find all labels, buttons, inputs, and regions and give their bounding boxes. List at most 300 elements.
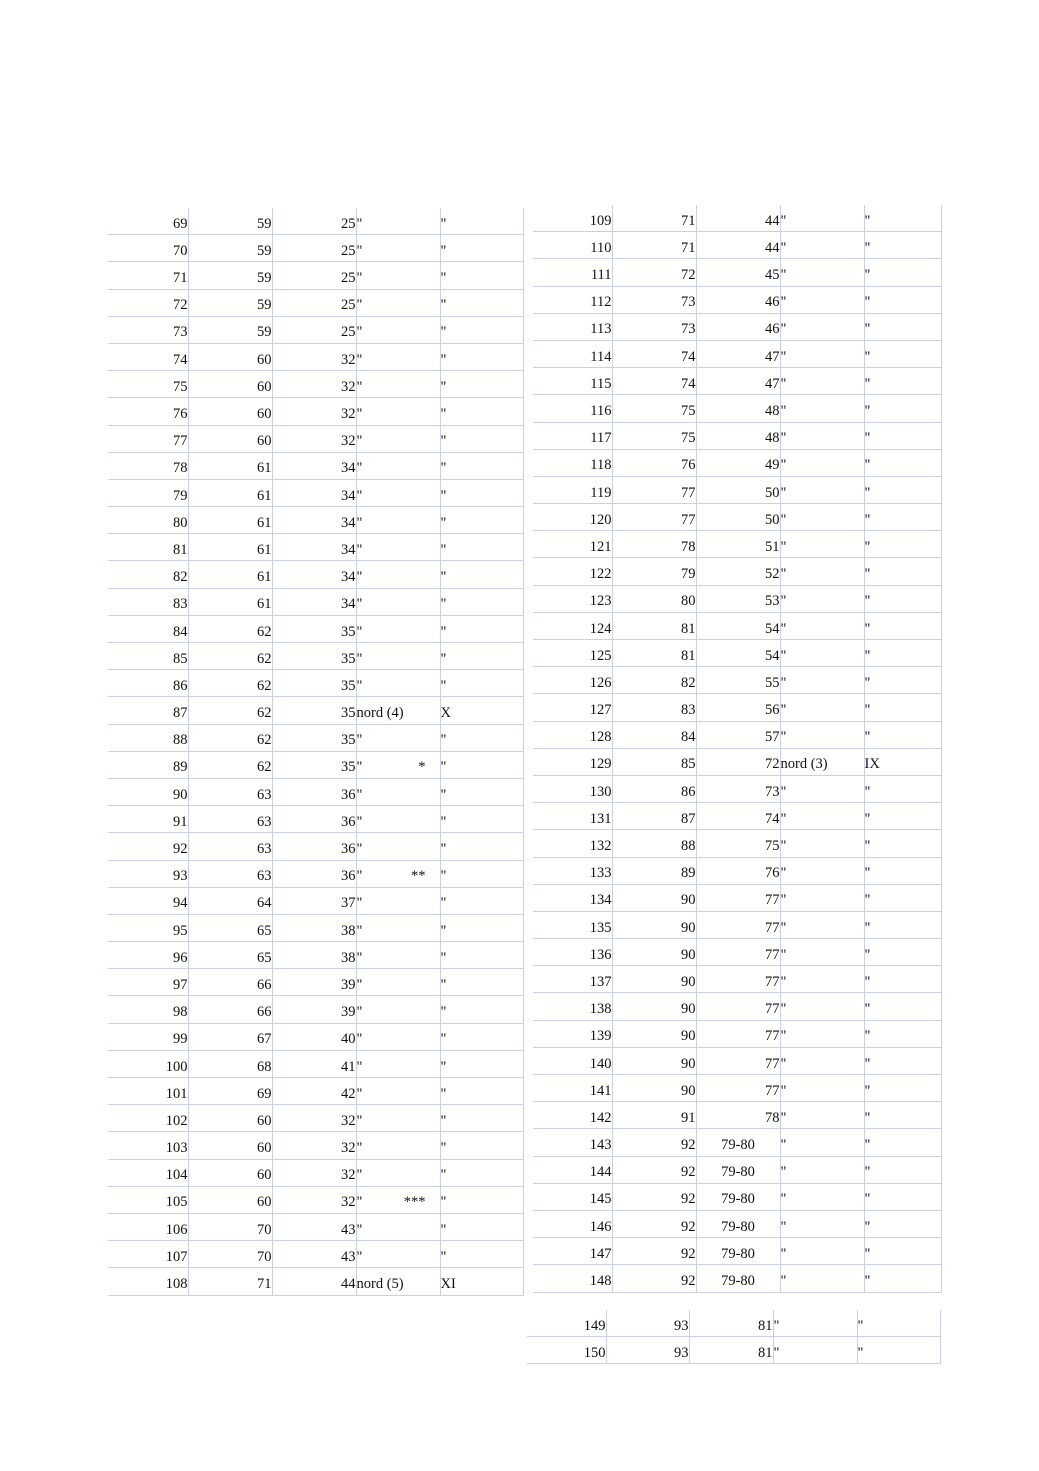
table-row <box>108 534 523 561</box>
cell-group: " <box>440 1159 523 1186</box>
cell-number: 106 <box>108 1213 188 1240</box>
table-row <box>108 778 523 805</box>
cell-location: " <box>780 667 864 694</box>
cell-number: 127 <box>533 694 612 721</box>
cell-col3: 56 <box>696 694 780 721</box>
cell-group: " <box>440 778 523 805</box>
cell-group: " <box>864 1156 941 1183</box>
cell-number: 79 <box>108 479 188 506</box>
location-text: " <box>356 922 363 939</box>
cell-col2: 61 <box>188 452 272 479</box>
cell-col2: 60 <box>188 1159 272 1186</box>
cell-group: " <box>440 670 523 697</box>
cell-location: " <box>780 1075 864 1102</box>
cell-col3: 77 <box>696 884 780 911</box>
table-row <box>533 1210 941 1237</box>
cell-number: 74 <box>108 343 188 370</box>
cell-group: " <box>440 534 523 561</box>
table-row <box>533 748 941 775</box>
cell-number: 100 <box>108 1050 188 1077</box>
cell-col3: 57 <box>696 721 780 748</box>
table-row <box>108 235 523 262</box>
table-row <box>108 751 523 778</box>
cell-col2: 60 <box>188 1105 272 1132</box>
cell-group: " <box>440 942 523 969</box>
location-text: " <box>356 1085 363 1102</box>
cell-location <box>356 914 440 941</box>
cell-number: 128 <box>533 721 612 748</box>
location-text: " <box>356 460 363 477</box>
cell-col2: 68 <box>188 1050 272 1077</box>
cell-group: " <box>864 966 941 993</box>
cell-number: 113 <box>533 313 612 340</box>
table-row <box>533 721 941 748</box>
location-text: " <box>356 541 363 558</box>
cell-group: X <box>440 697 523 724</box>
cell-col3: 32 <box>272 1159 356 1186</box>
cell-group: " <box>864 286 941 313</box>
cell-location <box>356 289 440 316</box>
location-text: " <box>356 623 363 640</box>
cell-col3: 32 <box>272 1132 356 1159</box>
cell-number: 121 <box>533 531 612 558</box>
cell-col3: 25 <box>272 208 356 235</box>
cell-col3: 34 <box>272 534 356 561</box>
cell-group: " <box>864 395 941 422</box>
cell-col3: 79-80 <box>696 1265 780 1292</box>
table-row <box>533 1129 941 1156</box>
cell-col3: 81 <box>689 1337 773 1364</box>
location-text: " <box>356 976 363 993</box>
cell-col2: 74 <box>612 340 696 367</box>
cell-col3: 36 <box>272 778 356 805</box>
cell-col2: 63 <box>188 778 272 805</box>
cell-location <box>356 262 440 289</box>
cell-location: " <box>780 504 864 531</box>
cell-col2: 79 <box>612 558 696 585</box>
cell-location <box>356 1105 440 1132</box>
table-row <box>108 1023 523 1050</box>
location-text: " <box>356 1167 363 1184</box>
cell-number: 77 <box>108 425 188 452</box>
cell-group: " <box>440 969 523 996</box>
cell-location: " <box>780 286 864 313</box>
table-row <box>533 286 941 313</box>
cell-number: 94 <box>108 887 188 914</box>
cell-location: " <box>780 640 864 667</box>
cell-location <box>356 452 440 479</box>
cell-group: " <box>440 561 523 588</box>
cell-number: 145 <box>533 1183 612 1210</box>
cell-number: 91 <box>108 806 188 833</box>
cell-col2: 60 <box>188 1132 272 1159</box>
location-text: nord (4) <box>356 705 404 722</box>
cell-col3: 45 <box>696 259 780 286</box>
cell-location <box>356 1241 440 1268</box>
footnote-marker: * <box>418 759 426 776</box>
cell-group: " <box>864 857 941 884</box>
cell-location <box>356 643 440 670</box>
cell-col2: 74 <box>612 368 696 395</box>
cell-col2: 90 <box>612 993 696 1020</box>
cell-number: 88 <box>108 724 188 751</box>
cell-col2: 90 <box>612 1047 696 1074</box>
location-text: " <box>356 1248 363 1265</box>
cell-group: " <box>864 1129 941 1156</box>
cell-col3: 32 <box>272 371 356 398</box>
table-row <box>108 425 523 452</box>
cell-col2: 73 <box>612 286 696 313</box>
location-text: " <box>356 759 363 776</box>
cell-col3: 25 <box>272 262 356 289</box>
cell-location: " <box>780 1265 864 1292</box>
cell-group: " <box>864 476 941 503</box>
location-text: " <box>356 433 363 450</box>
cell-col2: 60 <box>188 398 272 425</box>
cell-number: 134 <box>533 884 612 911</box>
table-row <box>108 262 523 289</box>
cell-col2: 80 <box>612 585 696 612</box>
cell-number: 75 <box>108 371 188 398</box>
cell-number: 116 <box>533 395 612 422</box>
cell-location: " <box>780 368 864 395</box>
cell-number: 132 <box>533 830 612 857</box>
cell-col3: 35 <box>272 697 356 724</box>
table-row <box>533 205 941 232</box>
cell-col3: 55 <box>696 667 780 694</box>
cell-location: " <box>780 422 864 449</box>
cell-col2: 71 <box>188 1268 272 1295</box>
cell-col3: 77 <box>696 993 780 1020</box>
cell-number: 72 <box>108 289 188 316</box>
cell-number: 107 <box>108 1241 188 1268</box>
table-row <box>533 504 941 531</box>
cell-col2: 92 <box>612 1156 696 1183</box>
cell-group: " <box>440 806 523 833</box>
cell-location: " <box>780 694 864 721</box>
table-row <box>533 1047 941 1074</box>
table-row <box>108 1159 523 1186</box>
location-text: " <box>356 242 363 259</box>
table-row <box>108 561 523 588</box>
cell-location <box>356 507 440 534</box>
cell-col3: 43 <box>272 1241 356 1268</box>
cell-col3: 35 <box>272 751 356 778</box>
cell-group: " <box>864 667 941 694</box>
table-row <box>533 857 941 884</box>
cell-location <box>356 561 440 588</box>
cell-group: " <box>864 449 941 476</box>
table-row <box>108 343 523 370</box>
location-text: " <box>356 1031 363 1048</box>
table-row <box>533 939 941 966</box>
cell-location <box>356 1078 440 1105</box>
cell-group: " <box>440 724 523 751</box>
cell-col2: 63 <box>188 806 272 833</box>
cell-group: " <box>857 1337 940 1364</box>
cell-location: " <box>780 558 864 585</box>
cell-col3: 25 <box>272 289 356 316</box>
table-row <box>108 1050 523 1077</box>
cell-number: 137 <box>533 966 612 993</box>
table-row <box>108 887 523 914</box>
cell-location: " <box>780 585 864 612</box>
cell-col3: 25 <box>272 235 356 262</box>
cell-number: 104 <box>108 1159 188 1186</box>
location-text: " <box>356 677 363 694</box>
cell-col2: 77 <box>612 504 696 531</box>
cell-number: 70 <box>108 235 188 262</box>
cell-col2: 90 <box>612 1075 696 1102</box>
cell-number: 95 <box>108 914 188 941</box>
table-row <box>108 643 523 670</box>
right-table <box>533 205 942 1293</box>
cell-col3: 35 <box>272 724 356 751</box>
cell-number: 84 <box>108 615 188 642</box>
cell-number: 131 <box>533 803 612 830</box>
cell-group: " <box>440 996 523 1023</box>
cell-group: " <box>440 887 523 914</box>
table-row <box>533 694 941 721</box>
cell-location: " <box>780 911 864 938</box>
cell-col2: 90 <box>612 939 696 966</box>
table-row <box>108 398 523 425</box>
cell-col3: 32 <box>272 1105 356 1132</box>
cell-group: " <box>864 1075 941 1102</box>
cell-group: " <box>440 833 523 860</box>
cell-group: " <box>864 939 941 966</box>
table-row <box>533 640 941 667</box>
cell-location <box>356 833 440 860</box>
cell-number: 96 <box>108 942 188 969</box>
location-text: " <box>356 1194 363 1211</box>
table-row <box>533 558 941 585</box>
cell-col2: 90 <box>612 1020 696 1047</box>
cell-col2: 69 <box>188 1078 272 1105</box>
cell-location: " <box>780 531 864 558</box>
location-text: " <box>356 351 363 368</box>
table-row <box>533 1265 941 1292</box>
cell-group: " <box>440 1023 523 1050</box>
cell-location <box>356 371 440 398</box>
cell-group: " <box>864 884 941 911</box>
cell-col2: 73 <box>612 313 696 340</box>
cell-col2: 90 <box>612 884 696 911</box>
cell-group: " <box>864 1210 941 1237</box>
cell-col2: 92 <box>612 1129 696 1156</box>
table-row <box>108 670 523 697</box>
cell-col2: 76 <box>612 449 696 476</box>
cell-number: 102 <box>108 1105 188 1132</box>
cell-col3: 41 <box>272 1050 356 1077</box>
location-text: " <box>356 596 363 613</box>
table-row <box>108 588 523 615</box>
location-text: " <box>356 378 363 395</box>
cell-col2: 66 <box>188 996 272 1023</box>
cell-group: " <box>864 422 941 449</box>
cell-group: " <box>864 640 941 667</box>
table-row <box>533 395 941 422</box>
cell-number: 89 <box>108 751 188 778</box>
cell-col2: 62 <box>188 670 272 697</box>
cell-number: 81 <box>108 534 188 561</box>
table-row <box>108 615 523 642</box>
cell-col2: 61 <box>188 588 272 615</box>
location-text: " <box>356 813 363 830</box>
location-text: " <box>356 949 363 966</box>
cell-group: " <box>440 1213 523 1240</box>
table-row <box>533 368 941 395</box>
cell-number: 120 <box>533 504 612 531</box>
cell-col3: 38 <box>272 914 356 941</box>
cell-col3: 32 <box>272 425 356 452</box>
cell-location: " <box>773 1310 857 1337</box>
table-row <box>533 476 941 503</box>
cell-col3: 36 <box>272 833 356 860</box>
cell-location <box>356 724 440 751</box>
cell-number: 115 <box>533 368 612 395</box>
cell-col3: 79-80 <box>696 1183 780 1210</box>
cell-number: 122 <box>533 558 612 585</box>
cell-col3: 36 <box>272 860 356 887</box>
location-text: " <box>356 215 363 232</box>
cell-number: 129 <box>533 748 612 775</box>
table-row <box>533 612 941 639</box>
cell-location <box>356 1268 440 1295</box>
table-row <box>108 806 523 833</box>
cell-col3: 32 <box>272 398 356 425</box>
cell-col3: 34 <box>272 479 356 506</box>
table-row <box>533 531 941 558</box>
cell-location <box>356 588 440 615</box>
cell-location: " <box>780 966 864 993</box>
cell-number: 148 <box>533 1265 612 1292</box>
footnote-marker: *** <box>403 1194 426 1211</box>
cell-col3: 79-80 <box>696 1210 780 1237</box>
table-row <box>108 860 523 887</box>
cell-location <box>356 235 440 262</box>
cell-number: 87 <box>108 697 188 724</box>
cell-group: " <box>440 643 523 670</box>
cell-col3: 46 <box>696 286 780 313</box>
cell-number: 73 <box>108 316 188 343</box>
cell-number: 86 <box>108 670 188 697</box>
table-row <box>533 1238 941 1265</box>
table-row <box>108 507 523 534</box>
cell-col3: 49 <box>696 449 780 476</box>
cell-number: 114 <box>533 340 612 367</box>
cell-group: " <box>440 1186 523 1213</box>
cell-group: " <box>440 479 523 506</box>
cell-col3: 79-80 <box>696 1156 780 1183</box>
cell-col3: 42 <box>272 1078 356 1105</box>
cell-number: 123 <box>533 585 612 612</box>
table-row <box>108 1105 523 1132</box>
location-text: nord (5) <box>356 1276 404 1292</box>
cell-group: " <box>440 289 523 316</box>
cell-group: " <box>440 1078 523 1105</box>
cell-location <box>356 887 440 914</box>
cell-group: " <box>864 259 941 286</box>
cell-location: " <box>780 939 864 966</box>
cell-group: " <box>440 860 523 887</box>
cell-location: " <box>780 1020 864 1047</box>
table-row <box>533 966 941 993</box>
cell-number: 76 <box>108 398 188 425</box>
cell-number: 143 <box>533 1129 612 1156</box>
cell-col2: 59 <box>188 262 272 289</box>
cell-col2: 67 <box>188 1023 272 1050</box>
cell-number: 136 <box>533 939 612 966</box>
cell-col3: 44 <box>272 1268 356 1295</box>
cell-col2: 71 <box>612 232 696 259</box>
cell-location: " <box>780 1102 864 1129</box>
cell-col2: 92 <box>612 1238 696 1265</box>
cell-location: " <box>780 340 864 367</box>
table-row <box>108 1268 523 1295</box>
cell-number: 117 <box>533 422 612 449</box>
cell-location <box>356 425 440 452</box>
table-row <box>527 1310 940 1337</box>
cell-col3: 79-80 <box>696 1238 780 1265</box>
cell-col3: 77 <box>696 1075 780 1102</box>
table-row <box>533 1156 941 1183</box>
cell-number: 130 <box>533 775 612 802</box>
cell-location <box>356 697 440 724</box>
cell-col3: 75 <box>696 830 780 857</box>
cell-group: " <box>440 235 523 262</box>
cell-group: " <box>440 1105 523 1132</box>
cell-col2: 86 <box>612 775 696 802</box>
cell-col3: 52 <box>696 558 780 585</box>
cell-col2: 63 <box>188 833 272 860</box>
cell-group: " <box>864 340 941 367</box>
cell-col3: 37 <box>272 887 356 914</box>
cell-location: " <box>780 1047 864 1074</box>
cell-group: " <box>440 316 523 343</box>
table-row <box>533 232 941 259</box>
cell-col3: 54 <box>696 612 780 639</box>
cell-group: " <box>864 531 941 558</box>
cell-col2: 65 <box>188 914 272 941</box>
cell-number: 125 <box>533 640 612 667</box>
cell-col3: 44 <box>696 205 780 232</box>
cell-location <box>356 1050 440 1077</box>
cell-number: 138 <box>533 993 612 1020</box>
table-row <box>108 1078 523 1105</box>
table-row <box>108 1186 523 1213</box>
cell-number: 80 <box>108 507 188 534</box>
table-row <box>527 1337 940 1364</box>
cell-group: IX <box>864 748 941 775</box>
cell-group: " <box>440 371 523 398</box>
cell-number: 135 <box>533 911 612 938</box>
left-table <box>108 208 524 1296</box>
cell-group: " <box>440 452 523 479</box>
cell-col2: 90 <box>612 911 696 938</box>
cell-group: " <box>864 775 941 802</box>
cell-col2: 89 <box>612 857 696 884</box>
cell-location: " <box>780 232 864 259</box>
cell-location: " <box>780 1129 864 1156</box>
table-row <box>108 1213 523 1240</box>
cell-group: " <box>440 1241 523 1268</box>
cell-col2: 62 <box>188 697 272 724</box>
cell-col2: 85 <box>612 748 696 775</box>
cell-number: 85 <box>108 643 188 670</box>
cell-col2: 62 <box>188 643 272 670</box>
cell-group: " <box>864 205 941 232</box>
